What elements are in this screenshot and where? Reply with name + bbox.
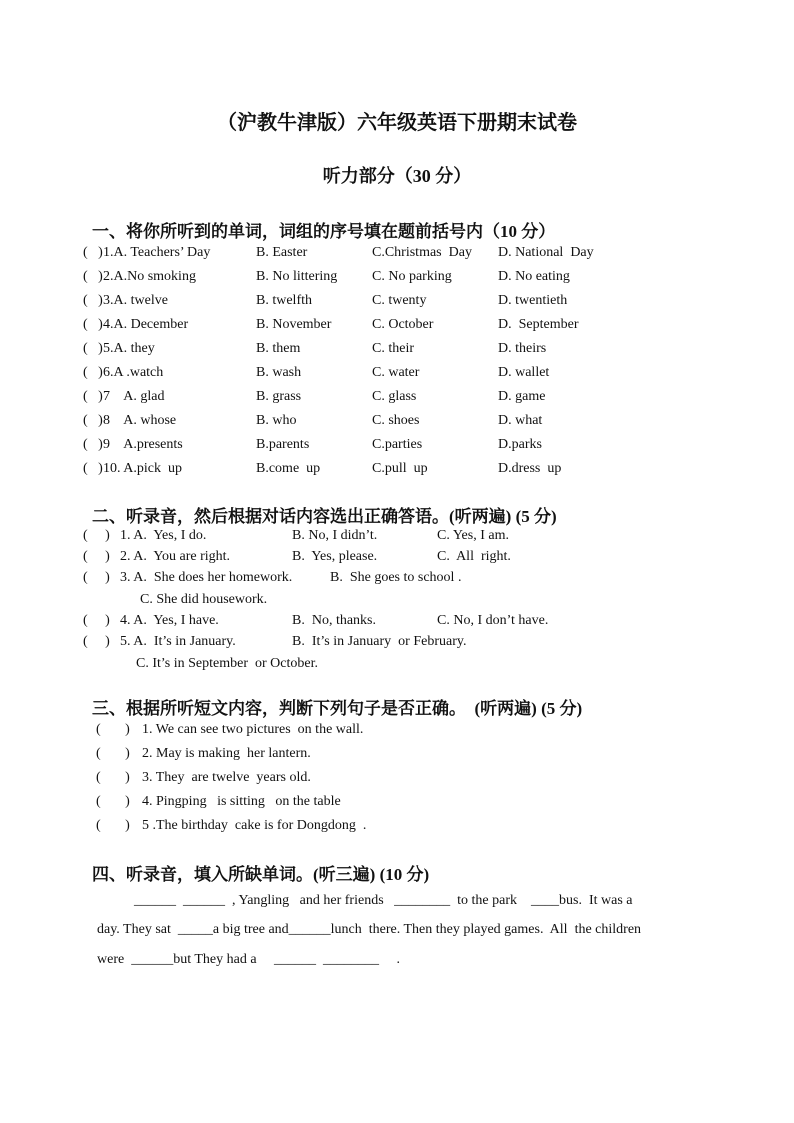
- statement-text: 3. They are twelve years old.: [142, 770, 311, 785]
- option-d: D. No eating: [498, 269, 570, 284]
- answer-bracket: ( ): [96, 818, 130, 833]
- option-b: B. No, thanks.: [292, 613, 376, 628]
- option-a: 2.A.No smoking: [103, 269, 196, 284]
- option-c: C. Yes, I am.: [437, 528, 509, 543]
- option-c: C.parties: [372, 437, 423, 452]
- section-subtitle: 听力部分（30 分）: [322, 166, 472, 186]
- answer-bracket: ( ): [83, 437, 103, 452]
- option-a: 10. A.pick up: [103, 461, 182, 476]
- fill-line-1: ______ ______ , Yangling and her friends ________ to the park ____bus. It was a: [134, 893, 633, 908]
- option-a: 3. A. She does her homework.: [120, 570, 293, 585]
- option-c: C. water: [372, 365, 420, 380]
- answer-bracket: ( ): [83, 245, 103, 260]
- section-1-heading: 一、将你所听到的单词，词组的序号填在题前括号内（10 分）: [92, 222, 556, 241]
- option-d: D. what: [498, 413, 543, 428]
- option-b: B. who: [256, 413, 297, 428]
- option-b: B. November: [256, 317, 332, 332]
- option-c: C. their: [372, 341, 414, 356]
- option-c: C. It’s in September or October.: [136, 656, 318, 671]
- option-a: 9 A.presents: [103, 437, 183, 452]
- option-a: 7 A. glad: [103, 389, 165, 404]
- answer-bracket: ( ): [83, 413, 103, 428]
- option-b: B. Easter: [256, 245, 308, 260]
- option-d: D. twentieth: [498, 293, 568, 308]
- page-title: （沪教牛津版）六年级英语下册期末试卷: [217, 112, 577, 134]
- answer-bracket: ( ): [83, 570, 110, 585]
- option-c: C. twenty: [372, 293, 427, 308]
- option-a: 4.A. December: [103, 317, 189, 332]
- section-2-heading: 二、听录音，然后根据对话内容选出正确答语。(听两遍) (5 分): [92, 507, 557, 526]
- answer-bracket: ( ): [83, 293, 103, 308]
- option-b: B. It’s in January or February.: [292, 634, 467, 649]
- answer-bracket: ( ): [83, 389, 103, 404]
- answer-bracket: ( ): [83, 461, 103, 476]
- option-a: 1. A. Yes, I do.: [120, 528, 207, 543]
- option-d: D.parks: [498, 437, 542, 452]
- option-b: B. twelfth: [256, 293, 312, 308]
- answer-bracket: ( ): [96, 722, 130, 737]
- option-a: 6.A .watch: [103, 365, 164, 380]
- statement-text: 2. May is making her lantern.: [142, 746, 311, 761]
- option-b: B. grass: [256, 389, 302, 404]
- option-d: D. September: [498, 317, 579, 332]
- option-c: C. All right.: [437, 549, 511, 564]
- option-a: 4. A. Yes, I have.: [120, 613, 219, 628]
- option-a: 3.A. twelve: [103, 293, 168, 308]
- option-b: B.come up: [256, 461, 321, 476]
- option-b: B. No littering: [256, 269, 338, 284]
- answer-bracket: ( ): [83, 317, 103, 332]
- option-a: 5.A. they: [103, 341, 155, 356]
- option-d: D. theirs: [498, 341, 547, 356]
- option-a: 8 A. whose: [103, 413, 177, 428]
- answer-bracket: ( ): [83, 528, 110, 543]
- fill-line-3: were ______but They had a ______ ________ .: [97, 952, 401, 967]
- option-d: D.dress up: [498, 461, 562, 476]
- option-b: B. Yes, please.: [292, 549, 378, 564]
- option-b: B. wash: [256, 365, 302, 380]
- option-d: D. game: [498, 389, 546, 404]
- option-c: C. October: [372, 317, 434, 332]
- answer-bracket: ( ): [83, 613, 110, 628]
- answer-bracket: ( ): [96, 770, 130, 785]
- option-a: 5. A. It’s in January.: [120, 634, 236, 649]
- option-c: C. She did housework.: [140, 592, 268, 607]
- fill-line-2: day. They sat _____a big tree and______lunch there. Then they played games. All the children: [97, 922, 642, 937]
- statement-text: 4. Pingping is sitting on the table: [142, 794, 341, 809]
- answer-bracket: ( ): [83, 549, 110, 564]
- option-c: C. No parking: [372, 269, 452, 284]
- option-b: B. No, I didn’t.: [292, 528, 378, 543]
- answer-bracket: ( ): [83, 341, 103, 356]
- option-a: 2. A. You are right.: [120, 549, 231, 564]
- option-c: C. glass: [372, 389, 417, 404]
- option-b: B.parents: [256, 437, 310, 452]
- option-c: C. shoes: [372, 413, 420, 428]
- option-c: C.pull up: [372, 461, 428, 476]
- answer-bracket: ( ): [83, 269, 103, 284]
- option-a: 1.A. Teachers’ Day: [103, 245, 211, 260]
- statement-text: 1. We can see two pictures on the wall.: [142, 722, 364, 737]
- answer-bracket: ( ): [83, 365, 103, 380]
- option-d: D. National Day: [498, 245, 594, 260]
- section-4-heading: 四、听录音，填入所缺单词。(听三遍) (10 分): [92, 865, 430, 884]
- statement-text: 5 .The birthday cake is for Dongdong .: [142, 818, 367, 833]
- option-c: C. No, I don’t have.: [437, 613, 549, 628]
- answer-bracket: ( ): [83, 634, 110, 649]
- section-3-heading: 三、根据所听短文内容，判断下列句子是否正确。 (听两遍) (5 分): [92, 699, 583, 718]
- option-b: B. She goes to school .: [330, 570, 462, 585]
- option-b: B. them: [256, 341, 301, 356]
- answer-bracket: ( ): [96, 746, 130, 761]
- option-d: D. wallet: [498, 365, 550, 380]
- option-c: C.Christmas Day: [372, 245, 472, 260]
- answer-bracket: ( ): [96, 794, 130, 809]
